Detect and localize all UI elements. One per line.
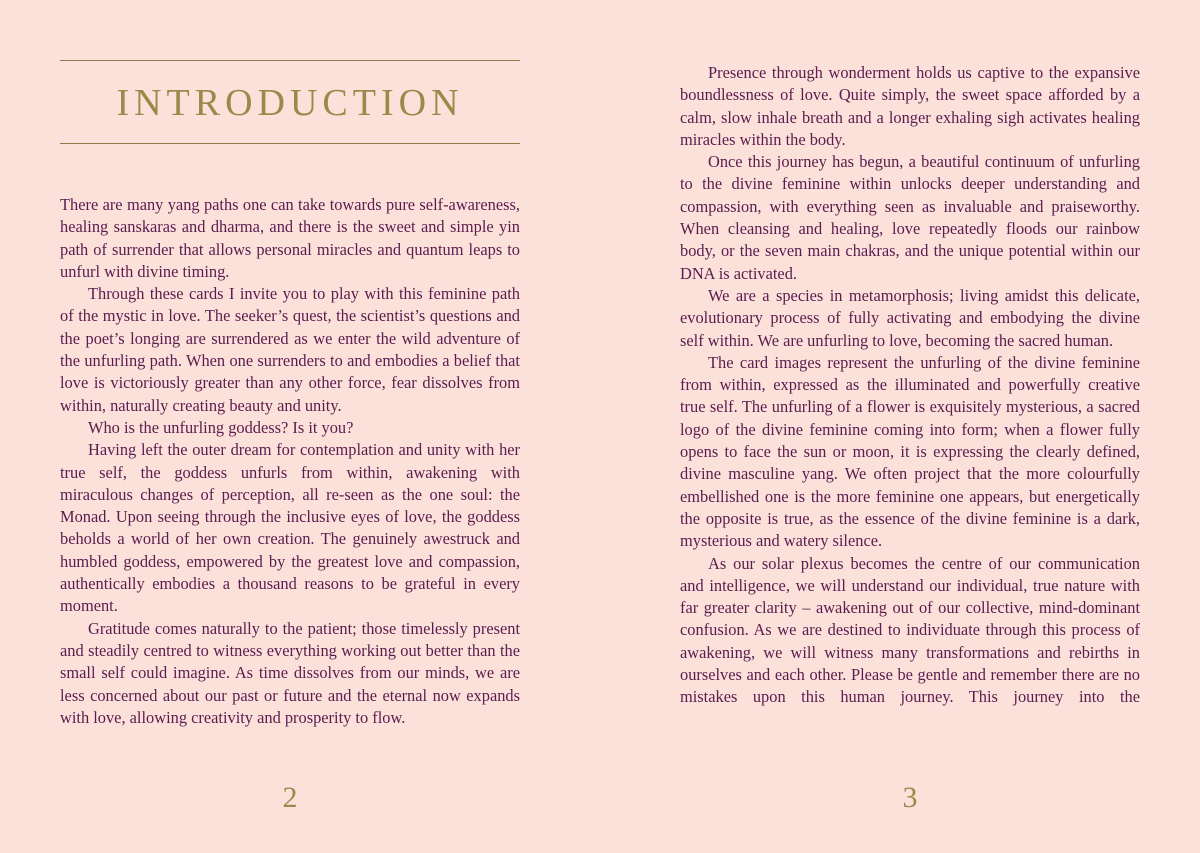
- paragraph: The card images represent the unfurling of the divine feminine from within, expressed as the illuminated and powerfully creative true self. The unfurling of a flower is exquisitely mysterious, a sacred logo of the divine feminine coming into form; when a flower fully opens to face the sun or moon, it is expressing the clearly defined, divine masculine yang. We often project that the more colourfully embellished one is the more feminine one appears, but energetically the opposite is true, as the essence of the divine feminine is a dark, mysterious and watery silence.: [680, 352, 1140, 551]
- paragraph: Who is the unfurling goddess? Is it you?: [88, 417, 354, 437]
- paragraph: There are many yang paths one can take towards pure self-awareness, healing sanskaras and dharma, and there is the sweet and simple yin path of surrender that allows personal miracles and quantum leaps to unfurl with divine timing.: [60, 195, 520, 281]
- right-page-body: [680, 62, 1140, 709]
- title-block: [60, 60, 520, 144]
- page-number: 2: [282, 781, 298, 814]
- paragraph: Presence through wonderment holds us captive to the expansive boundlessness of love. Quite simply, the sweet space afforded by a calm, slow inhale breath and a longer exhaling sigh activates healing miracles within the body.: [680, 63, 1140, 149]
- left-page: [60, 0, 520, 853]
- paragraph: Once this journey has begun, a beautiful continuum of unfurling to the divine feminine within unlocks deeper understanding and compassion, with everything seen as invaluable and praiseworthy. When cleansing and healing, love repeatedly floods our rainbow body, or the seven main chakras, and the unique potential within our DNA is activated.: [680, 152, 1140, 283]
- page-number: 3: [902, 781, 918, 814]
- left-page-body: [60, 194, 520, 729]
- paragraph: Having left the outer dream for contemplation and unity with her true self, the goddess unfurls from within, awakening with miraculous changes of perception, all re-seen as the one soul: the Monad. Upon seeing through the inclusive eyes of love, the goddess beholds a world of her own creation. The genuinely awestruck and humbled goddess, empowered by the greatest love and compassion, authentically embodies a thousand reasons to be grateful in every moment.: [60, 440, 520, 616]
- paragraph: As our solar plexus becomes the centre of our communication and intelligence, we will understand our individual, true nature with far greater clarity – awakening out of our collective, mind-dominant confusion. As we are destined to individuate through this process of awakening, we will witness many transformations and rebirths in ourselves and each other. Please be gentle and remember there are no mistakes upon this human journey. This journey into the: [680, 553, 1140, 707]
- chapter-title: INTRODUCTION: [116, 82, 464, 124]
- paragraph: Gratitude comes naturally to the patient; those timelessly present and steadily centred to witness everything working out better than the small self could imagine. As time dissolves from our minds, we are less concerned about our past or future and the eternal now expands with love, allowing creativity and prosperity to flow.: [60, 618, 520, 727]
- paragraph: We are a species in metamorphosis; living amidst this delicate, evolutionary process of fully activating and embodying the divine self within. We are unfurling to love, becoming the sacred human.: [680, 285, 1140, 350]
- right-page: [680, 0, 1140, 853]
- paragraph: Through these cards I invite you to play with this feminine path of the mystic in love. The seeker’s quest, the scientist’s questions and the poet’s longing are surrendered as we enter the wild adventure of the unfurling path. When one surrenders to and embodies a belief that love is victoriously greater than any other force, fear dissolves from within, naturally creating beauty and unity.: [60, 284, 520, 415]
